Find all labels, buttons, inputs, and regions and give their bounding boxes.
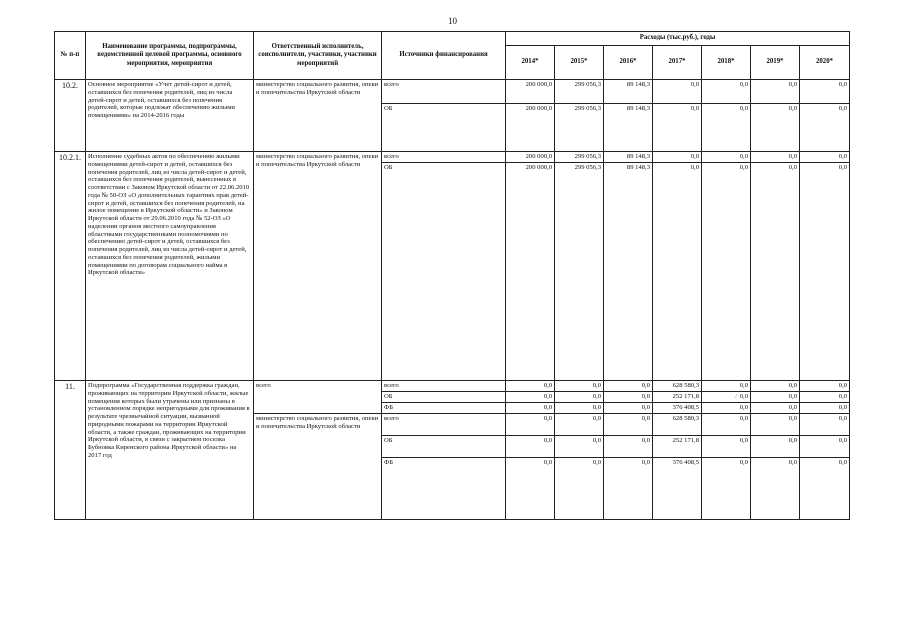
- value-cell: 0,0: [702, 458, 751, 520]
- source-cell: ОБ: [382, 436, 506, 458]
- header-year: 2019*: [751, 46, 800, 80]
- header-num: № п-п: [55, 32, 86, 80]
- row-number: 10.2.: [55, 80, 86, 152]
- header-name: Наименование программы, подпрограммы, ведомственной целевой программы, основного мероприятия, мероприятия: [86, 32, 254, 80]
- value-cell: 0,0: [800, 392, 850, 403]
- value-cell: 0,0: [506, 436, 555, 458]
- value-cell: 200 000,0: [506, 104, 555, 152]
- executor-cell: всего: [254, 381, 382, 414]
- value-cell: 0,0: [653, 152, 702, 163]
- value-cell: 0,0: [653, 163, 702, 381]
- row-number: 11.: [55, 381, 86, 520]
- value-cell: 299 056,3: [555, 163, 604, 381]
- value-cell: 0,0: [604, 436, 653, 458]
- value-cell: 0,0: [555, 414, 604, 436]
- value-cell: 0,0: [751, 414, 800, 436]
- value-cell: 0,0: [604, 458, 653, 520]
- header-year: 2015*: [555, 46, 604, 80]
- header-year: 2017*: [653, 46, 702, 80]
- table-row: [55, 152, 850, 163]
- value-cell: 0,0: [751, 104, 800, 152]
- value-cell: 628 580,3: [653, 381, 702, 392]
- value-cell: 200 000,0: [506, 152, 555, 163]
- source-cell: ФБ: [382, 403, 506, 414]
- value-cell: 0,0: [800, 381, 850, 392]
- header-year: 2014*: [506, 46, 555, 80]
- value-cell: 0,0: [751, 403, 800, 414]
- value-cell: 89 148,3: [604, 163, 653, 381]
- value-cell: 0,0: [702, 104, 751, 152]
- header-sources: Источники финансирования: [382, 32, 506, 80]
- value-cell: 376 408,5: [653, 403, 702, 414]
- value-cell: 0,0: [555, 403, 604, 414]
- value-cell: 0,0: [702, 80, 751, 104]
- value-cell: 0,0: [800, 163, 850, 381]
- value-cell: 0,0: [555, 381, 604, 392]
- value-cell: ⁄ 0,0: [702, 392, 751, 403]
- activity-name: Основное мероприятие «Учет детей-сирот и детей, оставшихся без попечения родителей, лиц из числа детей-сирот и детей, оставшихся без попечения родителей, которые подлежат обеспечению жилыми помещениями» на 2014-2016 годы: [86, 80, 254, 152]
- header-expenses: Расходы (тыс.руб.), годы: [506, 32, 850, 46]
- table-row: [55, 381, 850, 392]
- value-cell: 0,0: [604, 381, 653, 392]
- table-row: [55, 80, 850, 104]
- source-cell: всего: [382, 381, 506, 392]
- page-number: 10: [448, 16, 457, 26]
- source-cell: ОБ: [382, 104, 506, 152]
- value-cell: 376 408,5: [653, 458, 702, 520]
- value-cell: 0,0: [604, 403, 653, 414]
- value-cell: 299 056,3: [555, 104, 604, 152]
- value-cell: 0,0: [555, 458, 604, 520]
- value-cell: 0,0: [751, 152, 800, 163]
- source-cell: ОБ: [382, 163, 506, 381]
- value-cell: 0,0: [702, 436, 751, 458]
- value-cell: 0,0: [604, 392, 653, 403]
- value-cell: 0,0: [702, 163, 751, 381]
- header-year: 2018*: [702, 46, 751, 80]
- value-cell: 200 000,0: [506, 163, 555, 381]
- value-cell: 0,0: [751, 80, 800, 104]
- source-cell: всего: [382, 152, 506, 163]
- value-cell: 0,0: [702, 152, 751, 163]
- value-cell: 0,0: [506, 392, 555, 403]
- header-year: 2016*: [604, 46, 653, 80]
- executor-cell: министерство социального развития, опеки и попечительства Иркутской области: [254, 414, 382, 520]
- tick-mark: ⁄: [735, 394, 737, 400]
- executor-cell: министерство социального развития, опеки и попечительства Иркутской области: [254, 152, 382, 381]
- value-cell: 0,0: [506, 458, 555, 520]
- value-cell: 0,0: [506, 381, 555, 392]
- header-year: 2020*: [800, 46, 850, 80]
- value-cell: 628 580,3: [653, 414, 702, 436]
- value-cell: 0,0: [506, 403, 555, 414]
- value-cell: 0,0: [506, 414, 555, 436]
- value-cell: 0,0: [751, 436, 800, 458]
- value-cell: 252 171,8: [653, 392, 702, 403]
- value-cell: 0,0: [751, 458, 800, 520]
- value-cell: 0,0: [800, 80, 850, 104]
- source-cell: ФБ: [382, 458, 506, 520]
- value-cell: 252 171,8: [653, 436, 702, 458]
- value-cell: 0,0: [751, 381, 800, 392]
- source-cell: всего: [382, 80, 506, 104]
- value-cell: 0,0: [702, 414, 751, 436]
- activity-name: Исполнение судебных актов по обеспечению жилыми помещениями детей-сирот и детей, оставшихся без попечения родителей, лиц из числа детей-сирот и детей, оставшихся без попечения родителей, вынесенных в соответствии с Законом Иркутской области от 22.06.2010 года № 50-ОЗ «О дополнительных гарантиях прав детей-сирот и детей, оставшихся без попечения родителей, на жилое помещение в Иркутской области» и Законом Иркутской области от 29.06.2010 года № 52-ОЗ «О наделении органов местного самоуправления областными государственными полномочиями по обеспечению детей-сирот и детей, оставшихся без попечения родителей, лиц из числа детей-сирот и детей, оставшихся без попечения родителей, жилыми помещениями по договорам социального найма в Иркутской области»: [86, 152, 254, 381]
- value-cell: 89 148,3: [604, 104, 653, 152]
- value-cell: 89 148,3: [604, 152, 653, 163]
- value-cell: 0,0: [653, 80, 702, 104]
- value-cell: 0,0: [702, 381, 751, 392]
- value-cell: 0,0: [800, 458, 850, 520]
- value-cell: 0,0: [555, 392, 604, 403]
- value-cell: 0,0: [800, 414, 850, 436]
- value-cell: 0,0: [751, 163, 800, 381]
- row-number: 10.2.1.: [55, 152, 86, 381]
- value-cell: 0,0: [702, 403, 751, 414]
- value-cell: 0,0: [800, 403, 850, 414]
- value-cell: 0,0: [800, 152, 850, 163]
- value-cell: 0,0: [555, 436, 604, 458]
- source-cell: ОБ: [382, 392, 506, 403]
- value-cell: 0,0: [751, 392, 800, 403]
- value-cell: 0,0: [604, 414, 653, 436]
- value-cell: 0,0: [800, 436, 850, 458]
- header-executor: Ответственный исполнитель, соисполнители, участники, участники мероприятий: [254, 32, 382, 80]
- source-cell: всего: [382, 414, 506, 436]
- value-cell: 89 148,3: [604, 80, 653, 104]
- value-cell: 0,0: [800, 104, 850, 152]
- value-cell: 299 056,3: [555, 152, 604, 163]
- expenses-table: [54, 31, 850, 520]
- value-cell: 0,0: [653, 104, 702, 152]
- executor-cell: министерство социального развития, опеки и попечительства Иркутской области: [254, 80, 382, 152]
- value-cell: 200 000,0: [506, 80, 555, 104]
- activity-name: Подпрограмма «Государственная поддержка граждан, проживающих на территории Иркутской области, жилые помещения которых были утрачены или признаны в установленном порядке непригодными для проживания в результате чрезвычайной ситуации, вызванной природными пожарами на территории Иркутской области, а также граждан, проживающих на территории Иркутской области, в связи с закрытием поселка Бубновка Киренского района Иркутской области» на 2017 год: [86, 381, 254, 520]
- value-cell: 299 056,3: [555, 80, 604, 104]
